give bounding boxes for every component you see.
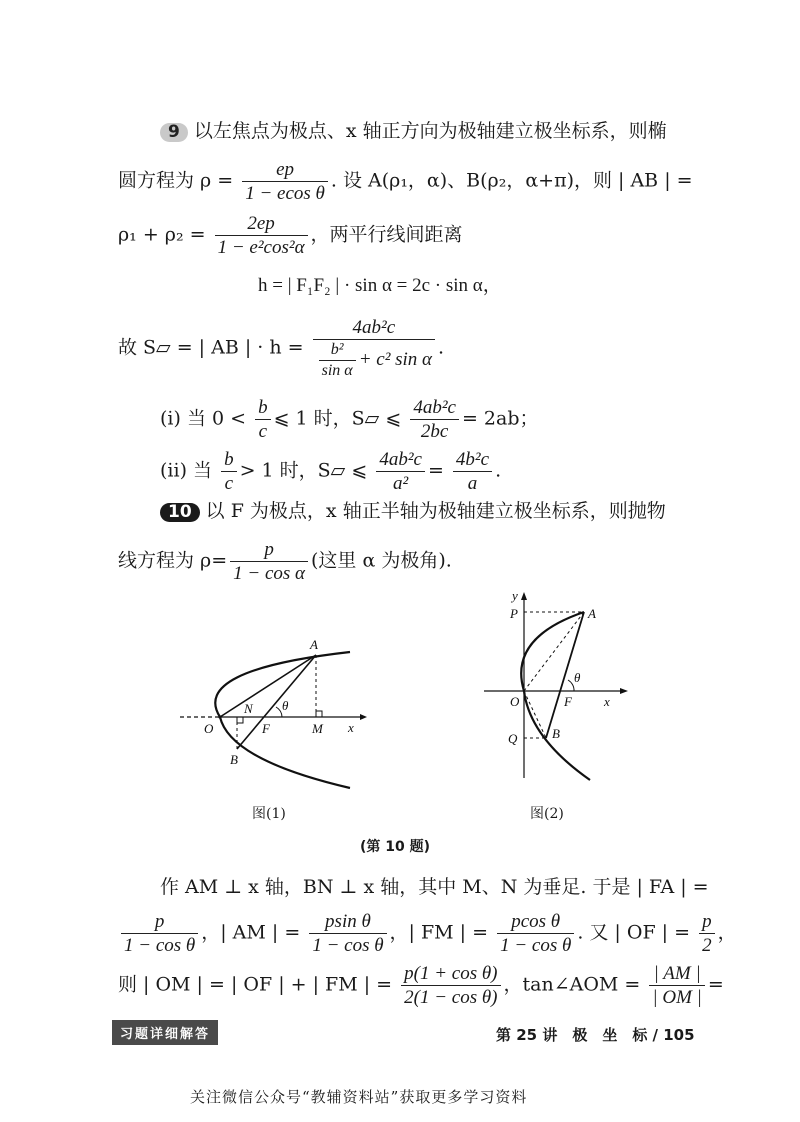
fraction-numerator: p	[230, 540, 308, 562]
problem-9-line-3-suffix: ，两平行线间距离	[310, 223, 463, 246]
problem-10-line-1	[160, 502, 666, 522]
label-theta: θ	[574, 670, 581, 685]
solution-3-text-1: ，tan∠AOM =	[503, 973, 641, 996]
fraction-numerator: p(1 + cos θ)	[401, 964, 500, 986]
fraction-numerator: 2ep	[215, 214, 308, 236]
fraction-denominator: 1 − cos α	[233, 563, 306, 584]
parabola-curve	[521, 612, 590, 780]
case-2-result-fraction	[453, 450, 492, 493]
problem-10-parabola-fraction	[230, 540, 308, 583]
fraction-denominator	[313, 340, 435, 379]
label-y: y	[512, 588, 518, 603]
problem-9-line-2-suffix: . 设 A(ρ₁，α)、B(ρ₂，α+π)，则 | AB | =	[330, 169, 693, 192]
problem-9-distance-equation: h = | F₁F₂ | · sin α = 2c · sin α，	[258, 275, 502, 296]
figure-2-caption: 图(2)	[530, 806, 564, 822]
case-2-bound-fraction	[376, 450, 425, 493]
fraction-denominator: 1 − cos θ	[500, 935, 572, 956]
case-2-mid: > 1 时，S▱ ⩽	[239, 459, 368, 482]
label-f: F	[564, 694, 572, 709]
case-2-ratio-fraction	[221, 450, 237, 493]
parabola-curve	[215, 652, 350, 788]
case-1-prefix: (i) 当 0 <	[160, 407, 247, 430]
problem-9-line-5	[118, 318, 444, 379]
segment-oa	[220, 655, 316, 717]
fraction-denominator: c	[258, 421, 268, 442]
solution-3-text-2: =	[707, 973, 724, 996]
label-n: N	[244, 701, 253, 716]
problem-9-ellipse-fraction	[242, 160, 328, 203]
fraction-numerator: p	[699, 912, 715, 934]
of-fraction	[699, 912, 715, 955]
problem-10-line-2-prefix: 线方程为 ρ=	[118, 549, 228, 572]
case-2-equals: =	[427, 459, 444, 482]
fraction-numerator: 4ab²c	[410, 398, 459, 420]
fraction-denominator: | OM |	[652, 987, 702, 1008]
problem-10-line-2	[118, 540, 452, 583]
problem-9-line-3-prefix: ρ₁ + ρ₂ =	[118, 223, 206, 246]
fraction-numerator: b	[221, 450, 237, 472]
problem-9-case-1	[160, 398, 539, 441]
problem-10-text-1: 以 F 为极点，x 轴正半轴为极轴建立极坐标系，则抛物	[205, 500, 666, 522]
problem-9-text-1: 以左焦点为极点、x 轴正方向为极轴建立极坐标系，则椭	[193, 120, 667, 142]
fraction-denominator: 2	[702, 935, 712, 956]
label-q: Q	[508, 731, 518, 746]
label-x: x	[348, 720, 354, 735]
figure-title: (第 10 题)	[360, 839, 431, 855]
problem-9-line-3	[118, 214, 463, 257]
fraction-numerator: ep	[242, 160, 328, 182]
label-theta: θ	[282, 698, 289, 713]
label-m: M	[312, 721, 323, 736]
fraction-numerator: b²	[319, 342, 356, 361]
point-o	[218, 715, 221, 718]
problem-10-badge: 10	[160, 503, 200, 522]
fraction-denominator: 2(1 − cos θ)	[404, 987, 498, 1008]
segment-ob	[524, 691, 546, 738]
fraction-numerator: 4ab²c	[376, 450, 425, 472]
label-a: A	[588, 606, 596, 621]
fraction-denominator-rest: + c² sin α	[358, 348, 433, 370]
x-axis-arrow-icon	[620, 688, 628, 694]
label-x: x	[604, 694, 610, 709]
label-f: F	[262, 721, 270, 736]
x-axis-arrow-icon	[360, 714, 367, 720]
problem-9-area-fraction	[313, 318, 435, 379]
label-p: P	[510, 606, 518, 621]
solution-3-prefix: 则 | OM | = | OF | + | FM | =	[118, 973, 393, 996]
label-b: B	[552, 726, 560, 741]
am-fraction	[309, 912, 386, 955]
fraction-numerator: p	[121, 912, 198, 934]
fraction-denominator: a²	[393, 473, 409, 494]
problem-9-line-5-prefix: 故 S▱ = | AB | · h =	[118, 336, 304, 359]
fraction-numerator: b	[255, 398, 271, 420]
fraction-denominator: a	[467, 473, 478, 494]
footer-section-label: 习题详细解答	[112, 1020, 218, 1045]
problem-9-case-2	[160, 450, 501, 493]
figure-2-diagram	[478, 588, 638, 788]
tan-fraction	[649, 964, 705, 1007]
case-2-suffix: .	[495, 459, 502, 482]
fraction-numerator: 4ab²c	[313, 318, 435, 340]
fa-fraction	[121, 912, 198, 955]
problem-9-badge: 9	[160, 123, 188, 142]
y-axis-arrow-icon	[521, 592, 527, 600]
right-angle-m-icon	[316, 711, 322, 717]
fraction-denominator: 1 − e²cos²α	[217, 237, 305, 258]
watermark-text: 关注微信公众号“教辅资料站”获取更多学习资料	[190, 1088, 528, 1106]
problem-9-ab-fraction	[215, 214, 308, 257]
problem-9-line-5-suffix: .	[438, 336, 445, 359]
fraction-denominator: 1 − ecos θ	[245, 183, 325, 204]
fraction-denominator: 2bc	[420, 421, 449, 442]
problem-9-line-2-prefix: 圆方程为 ρ =	[118, 169, 234, 192]
solution-2-text-3: . 又 | OF | =	[577, 921, 691, 944]
figure-1-diagram	[170, 630, 370, 800]
problem-9-line-2	[118, 160, 693, 203]
fraction-denominator: 1 − cos θ	[312, 935, 384, 956]
label-o: O	[510, 694, 520, 709]
nested-fraction	[319, 342, 356, 379]
solution-line-3	[118, 964, 724, 1007]
case-1-mid: ⩽ 1 时，S▱ ⩽	[273, 407, 402, 430]
solution-line-1: 作 AM ⊥ x 轴，BN ⊥ x 轴，其中 M、N 为垂足. 于是 | FA | =	[160, 876, 709, 898]
fm-fraction	[497, 912, 574, 955]
case-1-ratio-fraction	[255, 398, 271, 441]
fraction-numerator: pcos θ	[497, 912, 574, 934]
footer-page-info: 第 25 讲 极 坐 标 / 105	[496, 1026, 695, 1044]
label-a: A	[310, 637, 318, 652]
case-1-suffix: = 2ab；	[461, 407, 539, 430]
problem-9-line-1	[160, 122, 667, 142]
fraction-numerator: 4b²c	[453, 450, 492, 472]
case-2-prefix: (ii) 当	[160, 459, 213, 482]
right-angle-n-icon	[237, 717, 243, 723]
solution-2-text-4: ，	[717, 921, 737, 944]
case-1-bound-fraction	[410, 398, 459, 441]
solution-2-text-2: ，| FM | =	[389, 921, 489, 944]
fraction-denominator: 1 − cos θ	[124, 935, 196, 956]
label-b: B	[230, 752, 238, 767]
figure-1-caption: 图(1)	[252, 806, 286, 822]
solution-2-text-1: ，| AM | =	[201, 921, 301, 944]
fraction-numerator: | AM |	[649, 964, 705, 986]
label-o: O	[204, 721, 214, 736]
problem-10-line-2-suffix: (这里 α 为极角).	[311, 549, 452, 572]
fraction-denominator: sin α	[321, 362, 353, 379]
fraction-denominator: c	[224, 473, 234, 494]
fraction-numerator: psin θ	[309, 912, 386, 934]
om-fraction	[401, 964, 500, 1007]
solution-line-2	[118, 912, 737, 955]
